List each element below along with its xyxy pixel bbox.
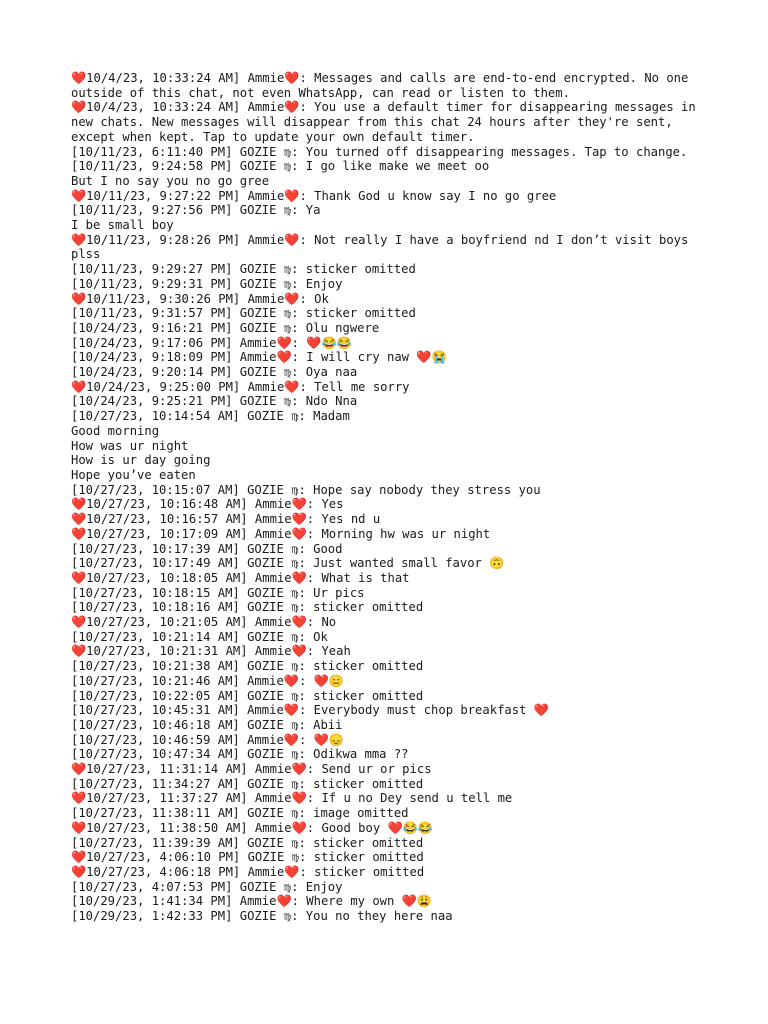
- chat-line: [10/27/23, 10:47:34 AM] GOZIE ♍: Odikwa mma ??: [71, 747, 409, 762]
- chat-line: [10/11/23, 9:29:27 PM] GOZIE ♍: sticker omitted: [71, 262, 416, 277]
- chat-line: [10/27/23, 11:34:27 AM] GOZIE ♍: sticker omitted: [71, 776, 424, 791]
- chat-line: [10/27/23, 10:21:38 AM] GOZIE ♍: sticker omitted: [71, 659, 424, 674]
- chat-line: ❤️10/24/23, 9:25:00 PM] Ammie❤️: Tell me sorry: [71, 379, 410, 394]
- chat-line: ❤️10/27/23, 10:16:48 AM] Ammie❤️: Yes: [71, 497, 344, 512]
- chat-line: [10/27/23, 11:39:39 AM] GOZIE ♍: sticker omitted: [71, 835, 424, 850]
- chat-line: ❤️10/27/23, 11:31:14 AM] Ammie❤️: Send ur or pics: [71, 762, 432, 777]
- chat-line: [10/11/23, 9:29:31 PM] GOZIE ♍: Enjoy: [71, 276, 343, 291]
- chat-line: [10/11/23, 6:11:40 PM] GOZIE ♍: You turned off disappearing messages. Tap to change.: [71, 144, 688, 159]
- chat-line: [10/27/23, 10:21:46 AM] Ammie❤️: ❤️😑: [71, 673, 344, 688]
- chat-line: I be small boy: [71, 218, 174, 233]
- chat-line: [10/24/23, 9:18:09 PM] Ammie❤️: I will cry naw ❤️😭: [71, 350, 447, 365]
- chat-line: [10/27/23, 10:46:18 AM] GOZIE ♍: Abii: [71, 717, 343, 732]
- chat-line: ❤️10/27/23, 10:16:57 AM] Ammie❤️: Yes nd u: [71, 512, 381, 527]
- chat-line: ❤️10/27/23, 11:38:50 AM] Ammie❤️: Good boy ❤️😂😂: [71, 820, 434, 835]
- chat-line: ❤️10/27/23, 10:17:09 AM] Ammie❤️: Morning hw was ur night: [71, 526, 491, 541]
- chat-line: ❤️10/11/23, 9:27:22 PM] Ammie❤️: Thank God u know say I no go gree: [71, 188, 557, 203]
- chat-line: [10/27/23, 10:18:15 AM] GOZIE ♍: Ur pics: [71, 585, 365, 600]
- chat-line: [10/27/23, 10:46:59 AM] Ammie❤️: ❤️😞: [71, 732, 344, 747]
- chat-line: ❤️10/27/23, 4:06:18 PM] Ammie❤️: sticker omitted: [71, 864, 425, 879]
- chat-line: ❤️10/27/23, 11:37:27 AM] Ammie❤️: If u no Dey send u tell me: [71, 791, 513, 806]
- chat-line: [10/27/23, 10:22:05 AM] GOZIE ♍: sticker omitted: [71, 688, 424, 703]
- chat-line: Good morning: [71, 423, 160, 438]
- chat-line: ❤️10/4/23, 10:33:24 AM] Ammie❤️: You use a default timer for disappearing messages in new chats. New messages will disappear from this chat 24 hours after they're sent, except when kept. Tap to update your own default timer.: [71, 100, 704, 144]
- chat-line: [10/27/23, 4:07:53 PM] GOZIE ♍: Enjoy: [71, 879, 343, 894]
- chat-line: How was ur night: [71, 438, 189, 453]
- chat-line: [10/27/23, 10:14:54 AM] GOZIE ♍: Madam: [71, 409, 350, 424]
- chat-line: ❤️10/27/23, 4:06:10 PM] GOZIE ♍: sticker omitted: [71, 850, 424, 865]
- chat-line: [10/29/23, 1:42:33 PM] GOZIE ♍: You no they here naa: [71, 909, 453, 924]
- chat-line: How is ur day going: [71, 453, 211, 468]
- chat-line: [10/27/23, 10:45:31 AM] Ammie❤️: Everybody must chop breakfast ❤️: [71, 703, 549, 718]
- chat-line: But I no say you no go gree: [71, 173, 270, 188]
- chat-line: [10/27/23, 10:15:07 AM] GOZIE ♍: Hope say nobody they stress you: [71, 482, 541, 497]
- chat-line: [10/24/23, 9:25:21 PM] GOZIE ♍: Ndo Nna: [71, 394, 358, 409]
- chat-line: [10/11/23, 9:27:56 PM] GOZIE ♍: Ya: [71, 203, 321, 218]
- chat-line: [10/27/23, 10:17:49 AM] GOZIE ♍: Just wanted small favor 🙃: [71, 556, 505, 571]
- chat-line: ❤️10/27/23, 10:21:05 AM] Ammie❤️: No: [71, 615, 337, 630]
- chat-line: ❤️10/11/23, 9:28:26 PM] Ammie❤️: Not really I have a boyfriend nd I don’t visit boys plss: [71, 232, 696, 262]
- chat-line: [10/24/23, 9:17:06 PM] Ammie❤️: ❤️😂😂: [71, 335, 352, 350]
- chat-line: [10/27/23, 10:18:16 AM] GOZIE ♍: sticker omitted: [71, 600, 424, 615]
- chat-line: ❤️10/4/23, 10:33:24 AM] Ammie❤️: Messages and calls are end-to-end encrypted. No one outside of this chat, not even WhatsApp, can read or listen to them.: [71, 71, 696, 100]
- chat-line: [10/27/23, 11:38:11 AM] GOZIE ♍: image omitted: [71, 806, 409, 821]
- chat-line: [10/27/23, 10:17:39 AM] GOZIE ♍: Good: [71, 541, 343, 556]
- chat-line: [10/24/23, 9:20:14 PM] GOZIE ♍: Oya naa: [71, 365, 358, 380]
- chat-line: [10/11/23, 9:31:57 PM] GOZIE ♍: sticker omitted: [71, 306, 416, 321]
- chat-line: Hope you’ve eaten: [71, 467, 196, 482]
- chat-line: [10/24/23, 9:16:21 PM] GOZIE ♍: Olu ngwere: [71, 320, 380, 335]
- chat-line: ❤️10/27/23, 10:21:31 AM] Ammie❤️: Yeah: [71, 644, 351, 659]
- chat-transcript: [71, 71, 711, 924]
- chat-line: ❤️10/27/23, 10:18:05 AM] Ammie❤️: What is that: [71, 570, 410, 585]
- chat-line: ❤️10/11/23, 9:30:26 PM] Ammie❤️: Ok: [71, 291, 329, 306]
- chat-line: [10/29/23, 1:41:34 PM] Ammie❤️: Where my own ❤️😩: [71, 894, 433, 909]
- chat-line: [10/27/23, 10:21:14 AM] GOZIE ♍: Ok: [71, 629, 328, 644]
- chat-line: [10/11/23, 9:24:58 PM] GOZIE ♍: I go like make we meet oo: [71, 159, 490, 174]
